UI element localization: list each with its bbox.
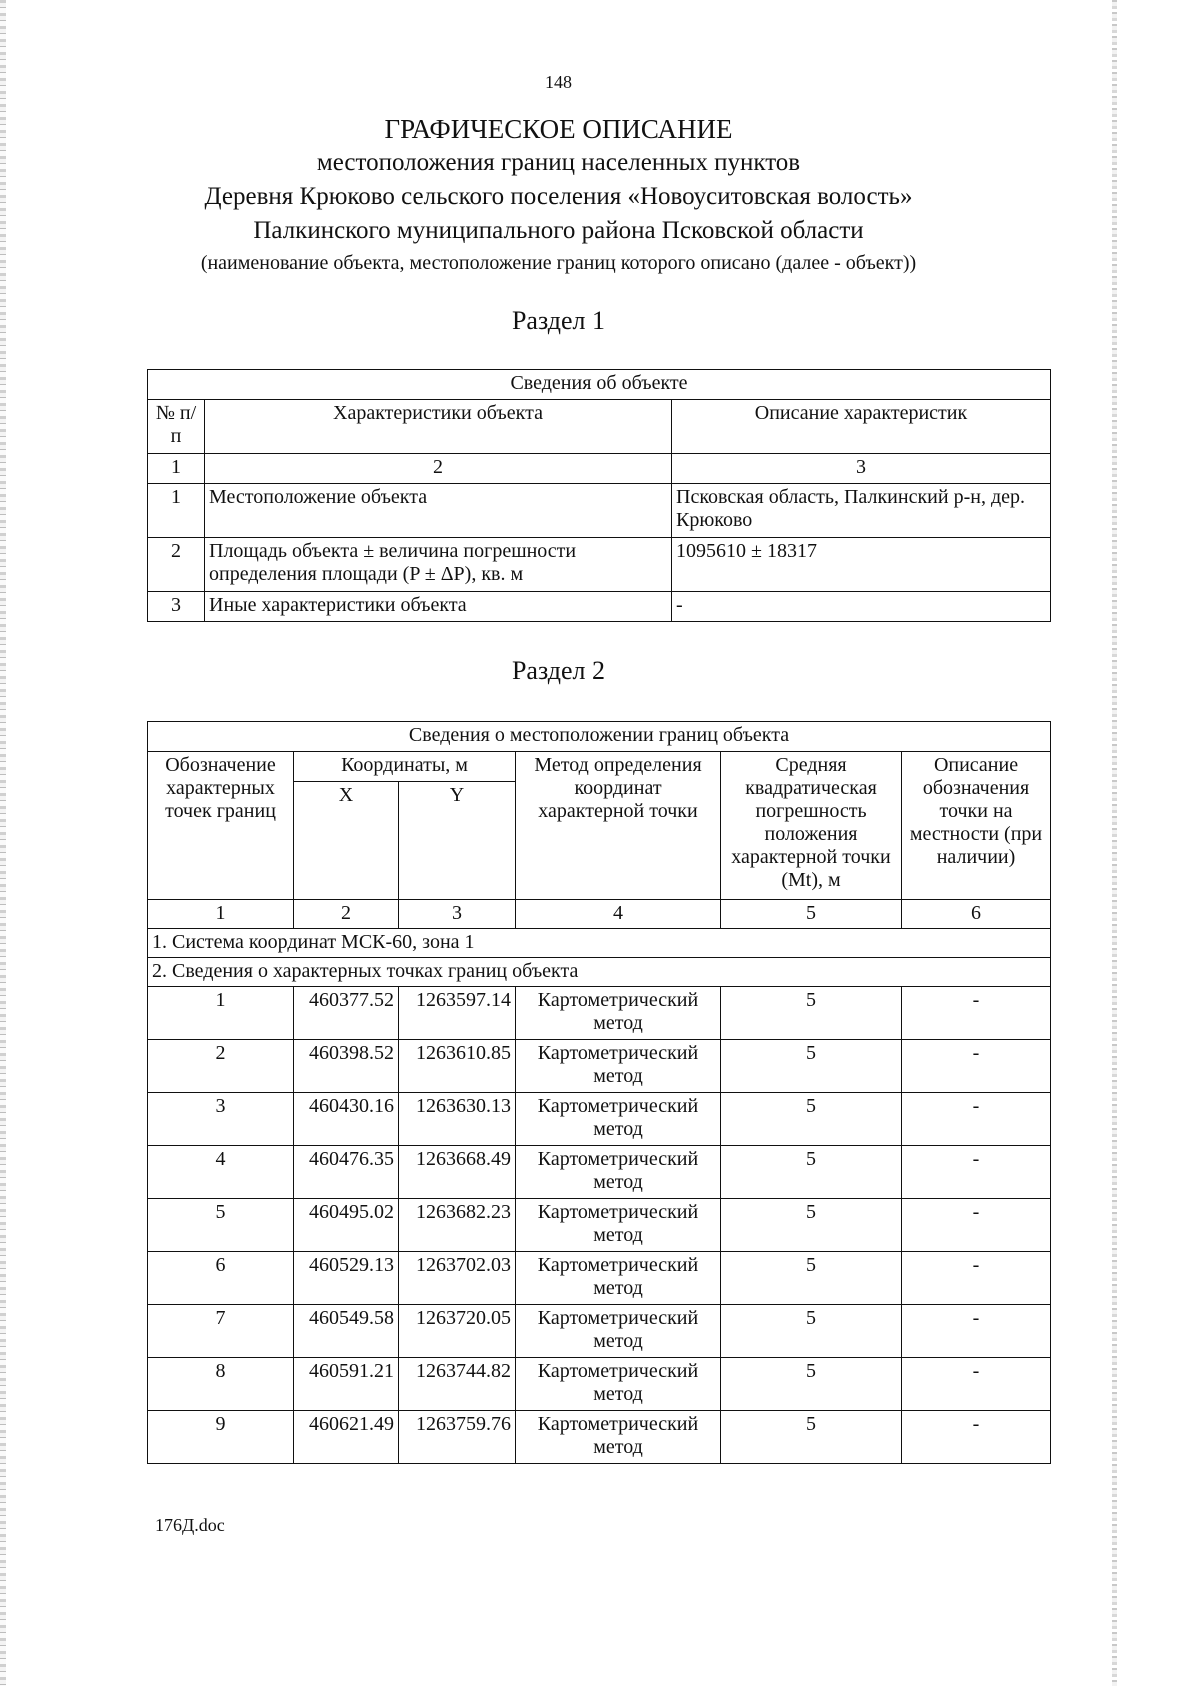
header-description: Описание характеристик xyxy=(672,400,1051,454)
point-y: 1263682.23 xyxy=(399,1199,516,1252)
table-row xyxy=(148,1358,1051,1411)
point-description: - xyxy=(902,1093,1051,1146)
header-characteristics: Характеристики объекта xyxy=(205,400,672,454)
point-error: 5 xyxy=(721,1199,902,1252)
coordinate-system-row: 1. Система координат МСК-60, зона 1 xyxy=(148,929,1051,958)
point-y: 1263630.13 xyxy=(399,1093,516,1146)
object-info-table-title: Сведения об объекте xyxy=(148,370,1051,400)
point-description: - xyxy=(902,1358,1051,1411)
header-method: Метод определения координат характерной точки xyxy=(516,752,721,900)
table-row xyxy=(148,1040,1051,1093)
row-characteristic: Местоположение объекта xyxy=(205,484,672,538)
boundary-points-table xyxy=(147,721,1051,1464)
point-method: Картометрический метод xyxy=(516,1146,721,1199)
title-line-4: Палкинского муниципального района Псковской области xyxy=(253,217,864,244)
point-id: 8 xyxy=(148,1358,294,1411)
row-characteristic: Площадь объекта ± величина погрешности определения площади (P ± ΔP), кв. м xyxy=(205,538,672,592)
point-description: - xyxy=(902,1199,1051,1252)
point-id: 7 xyxy=(148,1305,294,1358)
point-id: 1 xyxy=(148,987,294,1040)
table-row xyxy=(148,1199,1051,1252)
col-number: 2 xyxy=(205,454,672,484)
table-row xyxy=(148,1252,1051,1305)
row-num: 2 xyxy=(148,538,205,592)
point-x: 460495.02 xyxy=(294,1199,399,1252)
point-y: 1263744.82 xyxy=(399,1358,516,1411)
point-description: - xyxy=(902,1146,1051,1199)
point-method: Картометрический метод xyxy=(516,1305,721,1358)
header-num: № п/п xyxy=(148,400,205,454)
title-line-2: местоположения границ населенных пунктов xyxy=(316,149,801,176)
point-y: 1263668.49 xyxy=(399,1146,516,1199)
section-2-heading: Раздел 2 xyxy=(511,656,606,685)
point-id: 9 xyxy=(148,1411,294,1464)
table-row xyxy=(148,484,1051,538)
point-y: 1263610.85 xyxy=(399,1040,516,1093)
table-row xyxy=(148,1093,1051,1146)
point-method: Картометрический метод xyxy=(516,1199,721,1252)
header-x: X xyxy=(294,782,399,900)
point-y: 1263720.05 xyxy=(399,1305,516,1358)
row-description: - xyxy=(672,592,1051,622)
point-id: 2 xyxy=(148,1040,294,1093)
point-x: 460549.58 xyxy=(294,1305,399,1358)
header-point-description: Описание обозначения точки на местности (при наличии) xyxy=(902,752,1051,900)
section-1-heading: Раздел 1 xyxy=(511,306,606,335)
point-error: 5 xyxy=(721,1358,902,1411)
point-x: 460621.49 xyxy=(294,1411,399,1464)
point-description: - xyxy=(902,1040,1051,1093)
row-num: 1 xyxy=(148,484,205,538)
table-row xyxy=(148,592,1051,622)
point-x: 460476.35 xyxy=(294,1146,399,1199)
point-method: Картометрический метод xyxy=(516,1411,721,1464)
point-x: 460398.52 xyxy=(294,1040,399,1093)
header-coordinates: Координаты, м xyxy=(294,752,516,782)
point-id: 3 xyxy=(148,1093,294,1146)
col-number: 1 xyxy=(148,454,205,484)
table-row xyxy=(148,1411,1051,1464)
col-number: 6 xyxy=(902,900,1051,929)
point-error: 5 xyxy=(721,987,902,1040)
point-error: 5 xyxy=(721,1411,902,1464)
header-y: Y xyxy=(399,782,516,900)
row-description: 1095610 ± 18317 xyxy=(672,538,1051,592)
title-note: (наименование объекта, местоположение границ которого описано (далее - объект)) xyxy=(200,252,917,274)
document-title xyxy=(0,112,1117,276)
point-error: 5 xyxy=(721,1093,902,1146)
row-num: 3 xyxy=(148,592,205,622)
table-row xyxy=(148,1305,1051,1358)
point-x: 460377.52 xyxy=(294,987,399,1040)
point-error: 5 xyxy=(721,1146,902,1199)
point-method: Картометрический метод xyxy=(516,1040,721,1093)
points-info-row: 2. Сведения о характерных точках границ объекта xyxy=(148,958,1051,987)
point-error: 5 xyxy=(721,1040,902,1093)
title-line-1: ГРАФИЧЕСКОЕ ОПИСАНИЕ xyxy=(384,114,733,144)
point-y: 1263702.03 xyxy=(399,1252,516,1305)
object-info-table xyxy=(147,369,1051,622)
col-number: 4 xyxy=(516,900,721,929)
point-description: - xyxy=(902,1252,1051,1305)
point-description: - xyxy=(902,1305,1051,1358)
point-y: 1263759.76 xyxy=(399,1411,516,1464)
point-x: 460430.16 xyxy=(294,1093,399,1146)
col-number: 1 xyxy=(148,900,294,929)
point-error: 5 xyxy=(721,1305,902,1358)
point-description: - xyxy=(902,987,1051,1040)
file-name-footer: 176Д.doc xyxy=(155,1515,225,1535)
point-id: 4 xyxy=(148,1146,294,1199)
boundary-table-title: Сведения о местоположении границ объекта xyxy=(148,722,1051,752)
point-x: 460591.21 xyxy=(294,1358,399,1411)
header-error: Средняя квадратическая погрешность положения характерной точки (Mt), м xyxy=(721,752,902,900)
col-number: 3 xyxy=(399,900,516,929)
point-id: 6 xyxy=(148,1252,294,1305)
table-row xyxy=(148,1146,1051,1199)
title-line-3: Деревня Крюково сельского поселения «Новоуситовская волость» xyxy=(204,183,913,210)
point-description: - xyxy=(902,1411,1051,1464)
col-number: 2 xyxy=(294,900,399,929)
row-characteristic: Иные характеристики объекта xyxy=(205,592,672,622)
point-x: 460529.13 xyxy=(294,1252,399,1305)
table-row xyxy=(148,538,1051,592)
table-row xyxy=(148,987,1051,1040)
point-method: Картометрический метод xyxy=(516,987,721,1040)
point-y: 1263597.14 xyxy=(399,987,516,1040)
row-description: Псковская область, Палкинский р-н, дер. Крюково xyxy=(672,484,1051,538)
page-number: 148 xyxy=(545,72,572,92)
point-method: Картометрический метод xyxy=(516,1358,721,1411)
point-id: 5 xyxy=(148,1199,294,1252)
col-number: 3 xyxy=(672,454,1051,484)
point-error: 5 xyxy=(721,1252,902,1305)
header-designation: Обозначение характерных точек границ xyxy=(148,752,294,900)
point-method: Картометрический метод xyxy=(516,1093,721,1146)
point-method: Картометрический метод xyxy=(516,1252,721,1305)
col-number: 5 xyxy=(721,900,902,929)
